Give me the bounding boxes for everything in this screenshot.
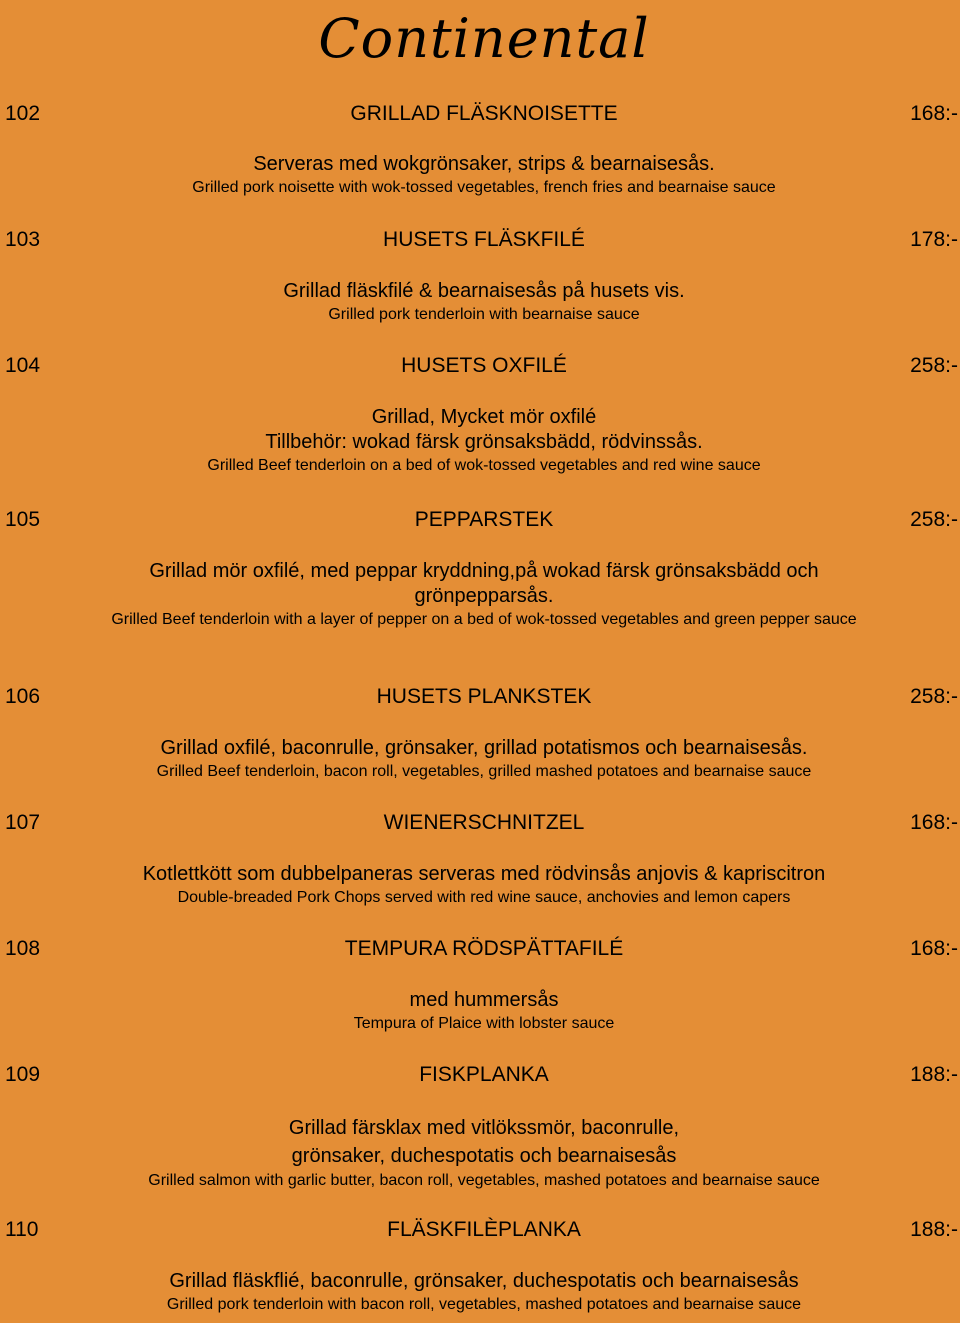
item-name: WIENERSCHNITZEL [383,811,585,834]
item-description-swedish: Serveras med wokgrönsaker, strips & bearnaisesås. [253,153,715,175]
item-number: 108 [5,937,41,960]
item-number: 102 [5,102,41,125]
item-description-swedish: Grillad, Mycket mör oxfilé [371,406,597,428]
menu-item-110 [0,1216,960,1316]
item-description-english: Tempura of Plaice with lobster sauce [353,1015,615,1032]
menu-item-108 [0,935,960,1035]
menu-item-header [0,506,960,534]
item-name: TEMPURA RÖDSPÄTTAFILÉ [344,937,624,960]
item-price: 258:- [910,354,958,377]
item-description-swedish: Grillad fläskflié, baconrulle, grönsaker, duchespotatis och bearnaisesås [169,1270,799,1292]
menu-item-header [0,352,960,380]
item-description-swedish: Grillad mör oxfilé, med peppar kryddning,på wokad färsk grönsaksbädd och grönpepparsås. [149,560,819,607]
menu-item-104 [0,352,960,477]
item-description-swedish: Kotlettkött som dubbelpaneras serveras med rödvinsås anjovis & kapriscitron [142,863,826,885]
item-price: 188:- [910,1218,958,1241]
menu-item-103 [0,226,960,326]
item-description-english: Grilled pork tenderloin with bearnaise sauce [328,306,640,323]
item-description-swedish: Grillad fläskfilé & bearnaisesås på husets vis. [283,280,685,302]
menu-item-header [0,809,960,837]
item-description-english: Grilled Beef tenderloin with a layer of pepper on a bed of wok-tossed vegetables and green pepper sauce [111,611,857,628]
item-number: 107 [5,811,41,834]
item-number: 103 [5,228,41,251]
item-name: PEPPARSTEK [414,508,554,531]
menu-item-102 [0,100,960,199]
menu-item-header [0,226,960,254]
item-name: HUSETS PLANKSTEK [376,685,592,708]
item-number: 105 [5,508,41,531]
item-number: 109 [5,1063,41,1086]
menu-item-header [0,935,960,963]
item-price: 258:- [910,685,958,708]
menu-item-header [0,683,960,711]
item-description-english: Grilled pork noisette with wok-tossed vegetables, french fries and bearnaise sauce [192,179,776,196]
item-name: HUSETS OXFILÉ [401,354,567,377]
menu-item-header [0,1216,960,1244]
item-price: 178:- [910,228,958,251]
item-price: 168:- [910,811,958,834]
item-number: 104 [5,354,41,377]
item-price: 168:- [910,937,958,960]
item-name: HUSETS FLÄSKFILÉ [383,228,585,251]
item-number: 110 [5,1218,39,1241]
item-description-english: Grilled pork tenderloin with bacon roll, vegetables, mashed potatoes and bearnaise sauce [166,1296,802,1313]
menu-item-header [0,100,960,128]
item-description-swedish: Grillad färsklax med vitlökssmör, baconrulle, [288,1117,680,1139]
item-price: 258:- [910,508,958,531]
menu-item-106 [0,683,960,783]
item-description-english: Grilled Beef tenderloin, bacon roll, vegetables, grilled mashed potatoes and bearnaise sauce [156,763,812,780]
item-description-english: Grilled Beef tenderloin on a bed of wok-tossed vegetables and red wine sauce [207,457,761,474]
item-description-swedish: med hummersås [409,989,559,1011]
menu-item-109 [0,1061,960,1192]
menu-title: Continental [318,7,650,70]
item-name: FISKPLANKA [419,1063,549,1086]
item-number: 106 [5,685,41,708]
item-description-swedish-accompaniments: Tillbehör: wokad färsk grönsaksbädd, rödvinssås. [265,431,703,453]
item-price: 168:- [910,102,958,125]
menu-item-header [0,1061,960,1089]
item-name: GRILLAD FLÄSKNOISETTE [350,102,618,125]
menu-item-107 [0,809,960,909]
item-description-swedish: Grillad oxfilé, baconrulle, grönsaker, grillad potatismos och bearnaisesås. [160,737,808,759]
item-name: FLÄSKFILÈPLANKA [387,1218,581,1241]
item-description-english: Grilled salmon with garlic butter, bacon roll, vegetables, mashed potatoes and bearnaise sauce [148,1172,820,1189]
menu-item-105 [0,506,960,631]
item-price: 188:- [910,1063,958,1086]
item-description-english: Double-breaded Pork Chops served with red wine sauce, anchovies and lemon capers [177,889,791,906]
item-description-swedish-continued: grönsaker, duchespotatis och bearnaisesås [291,1145,677,1167]
